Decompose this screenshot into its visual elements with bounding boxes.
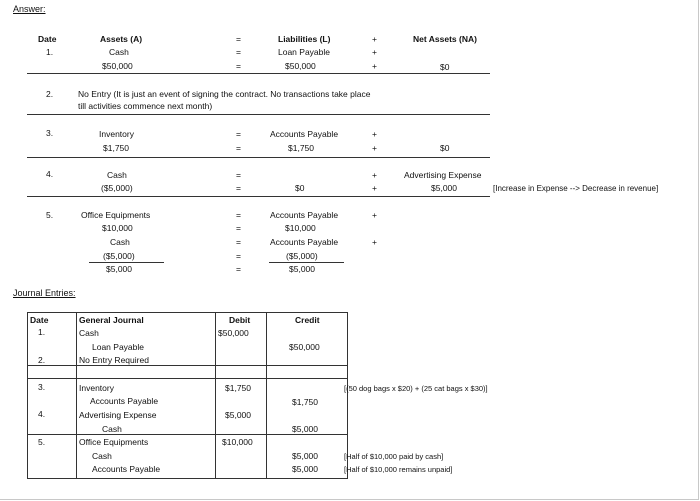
row5-asset-amount-1: $10,000 — [102, 223, 133, 233]
row4-net-asset-label: Advertising Expense — [404, 170, 482, 180]
row5-asset-2: Cash — [110, 237, 130, 247]
journal-row5-number: 5. — [38, 437, 46, 447]
row5-liability-2: Accounts Payable — [270, 237, 339, 247]
row1-number: 1. — [46, 47, 54, 57]
row1-net-assets: $0 — [440, 62, 450, 72]
row5-eq-3: = — [236, 237, 241, 247]
row5-asset-total: $5,000 — [106, 264, 132, 274]
row3-liability-amount: $1,750 — [288, 143, 314, 153]
row5-asset-amount-2: ($5,000) — [103, 251, 135, 261]
row5-plus-1: + — [372, 210, 377, 220]
row1-divider — [27, 73, 490, 74]
journal-row3-credit: $1,750 — [292, 397, 318, 407]
row4-number: 4. — [46, 169, 54, 179]
journal-row2-divider — [27, 378, 348, 379]
row4-eq-1: = — [236, 170, 241, 180]
journal-row5-account-credit-1: Cash — [92, 451, 112, 461]
row5-eq-4: = — [236, 251, 241, 261]
journal-row1-credit: $50,000 — [289, 342, 320, 352]
row5-liability-1: Accounts Payable — [270, 210, 339, 220]
row1-asset: Cash — [109, 47, 129, 57]
journal-row5-account-credit-2: Accounts Payable — [92, 464, 161, 474]
row5-eq-2: = — [236, 223, 241, 233]
row3-asset: Inventory — [99, 129, 134, 139]
header-net-assets: Net Assets (NA) — [413, 34, 477, 44]
journal-row5-account-debit: Office Equipments — [79, 437, 149, 447]
row4-eq-2: = — [236, 183, 241, 193]
row3-eq-1: = — [236, 129, 241, 139]
row1-asset-amount: $50,000 — [102, 61, 133, 71]
journal-row1-number: 1. — [38, 327, 46, 337]
row4-plus-2: + — [372, 183, 377, 193]
row5-asset-1: Office Equipments — [81, 210, 151, 220]
journal-row4-debit: $5,000 — [225, 410, 251, 420]
row5-plus-2: + — [372, 237, 377, 247]
journal-row4-credit: $5,000 — [292, 424, 318, 434]
row5-liability-amount-1: $10,000 — [285, 223, 316, 233]
journal-row3-note: [(50 dog bags x $20) + (25 cat bags x $30)] — [344, 384, 488, 393]
row4-net-asset-amount: $5,000 — [431, 183, 457, 193]
journal-row5-note-2: [Half of $10,000 remains unpaid] — [344, 465, 453, 474]
header-date: Date — [38, 34, 57, 44]
header-eq: = — [236, 34, 241, 44]
row1-liability: Loan Payable — [278, 47, 330, 57]
journal-row5-credit-2: $5,000 — [292, 464, 318, 474]
journal-row4-account-credit: Cash — [102, 424, 122, 434]
journal-header-credit: Credit — [295, 315, 320, 325]
row3-divider — [27, 157, 490, 158]
header-liabilities: Liabilities (L) — [278, 34, 331, 44]
journal-row5-credit-1: $5,000 — [292, 451, 318, 461]
journal-row4-number: 4. — [38, 409, 46, 419]
journal-row3-number: 3. — [38, 382, 46, 392]
row1-liability-amount: $50,000 — [285, 61, 316, 71]
row3-eq-2: = — [236, 143, 241, 153]
row5-asset-underline — [89, 262, 164, 263]
journal-label: Journal Entries: — [13, 288, 76, 298]
journal-header-general-journal: General Journal — [79, 315, 144, 325]
journal-row2-text: No Entry Required — [79, 355, 149, 365]
answer-label: Answer: — [13, 4, 46, 14]
row5-liability-underline — [269, 262, 344, 263]
journal-row5-debit: $10,000 — [222, 437, 253, 447]
row4-divider — [27, 196, 490, 197]
row4-plus-1: + — [372, 170, 377, 180]
row3-net-assets: $0 — [440, 143, 450, 153]
row3-plus-2: + — [372, 143, 377, 153]
row2-line2: till activities commence next month) — [78, 101, 213, 111]
journal-row5-note-1: [Half of $10,000 paid by cash] — [344, 452, 444, 461]
journal-header-date: Date — [30, 315, 49, 325]
journal-row1-account-debit: Cash — [79, 328, 99, 338]
row2-divider — [27, 114, 490, 115]
journal-col-divider-2 — [215, 312, 216, 479]
row3-asset-amount: $1,750 — [103, 143, 129, 153]
row1-eq-2: = — [236, 61, 241, 71]
row5-liability-total: $5,000 — [289, 264, 315, 274]
row4-note: [Increase in Expense --> Decrease in revenue] — [493, 184, 659, 193]
row4-asset-amount: ($5,000) — [101, 183, 133, 193]
journal-row4-divider — [27, 434, 348, 435]
header-plus: + — [372, 34, 377, 44]
row3-number: 3. — [46, 128, 54, 138]
header-assets: Assets (A) — [100, 34, 143, 44]
row5-liability-amount-2: ($5,000) — [286, 251, 318, 261]
row2-line1: No Entry (It is just an event of signing the contract. No transactions take place — [78, 89, 371, 99]
row4-liability-amount: $0 — [295, 183, 305, 193]
journal-header-debit: Debit — [229, 315, 251, 325]
row1-eq-1: = — [236, 47, 241, 57]
journal-row1-account-credit: Loan Payable — [92, 342, 144, 352]
row3-liability: Accounts Payable — [270, 129, 339, 139]
journal-col-divider-3 — [266, 312, 267, 479]
row2-number: 2. — [46, 89, 54, 99]
journal-row3-account-credit: Accounts Payable — [90, 396, 159, 406]
row5-eq-5: = — [236, 264, 241, 274]
row3-plus-1: + — [372, 129, 377, 139]
journal-row2-number: 2. — [38, 355, 46, 365]
journal-row3-account-debit: Inventory — [79, 383, 114, 393]
journal-row4-account-debit: Advertising Expense — [79, 410, 157, 420]
journal-row1-debit: $50,000 — [218, 328, 249, 338]
row5-eq-1: = — [236, 210, 241, 220]
row4-asset: Cash — [107, 170, 127, 180]
journal-row1-divider — [27, 365, 348, 366]
row1-plus-2: + — [372, 61, 377, 71]
row1-plus-1: + — [372, 47, 377, 57]
row5-number: 5. — [46, 210, 54, 220]
journal-col-divider-1 — [76, 312, 77, 479]
journal-row3-debit: $1,750 — [225, 383, 251, 393]
